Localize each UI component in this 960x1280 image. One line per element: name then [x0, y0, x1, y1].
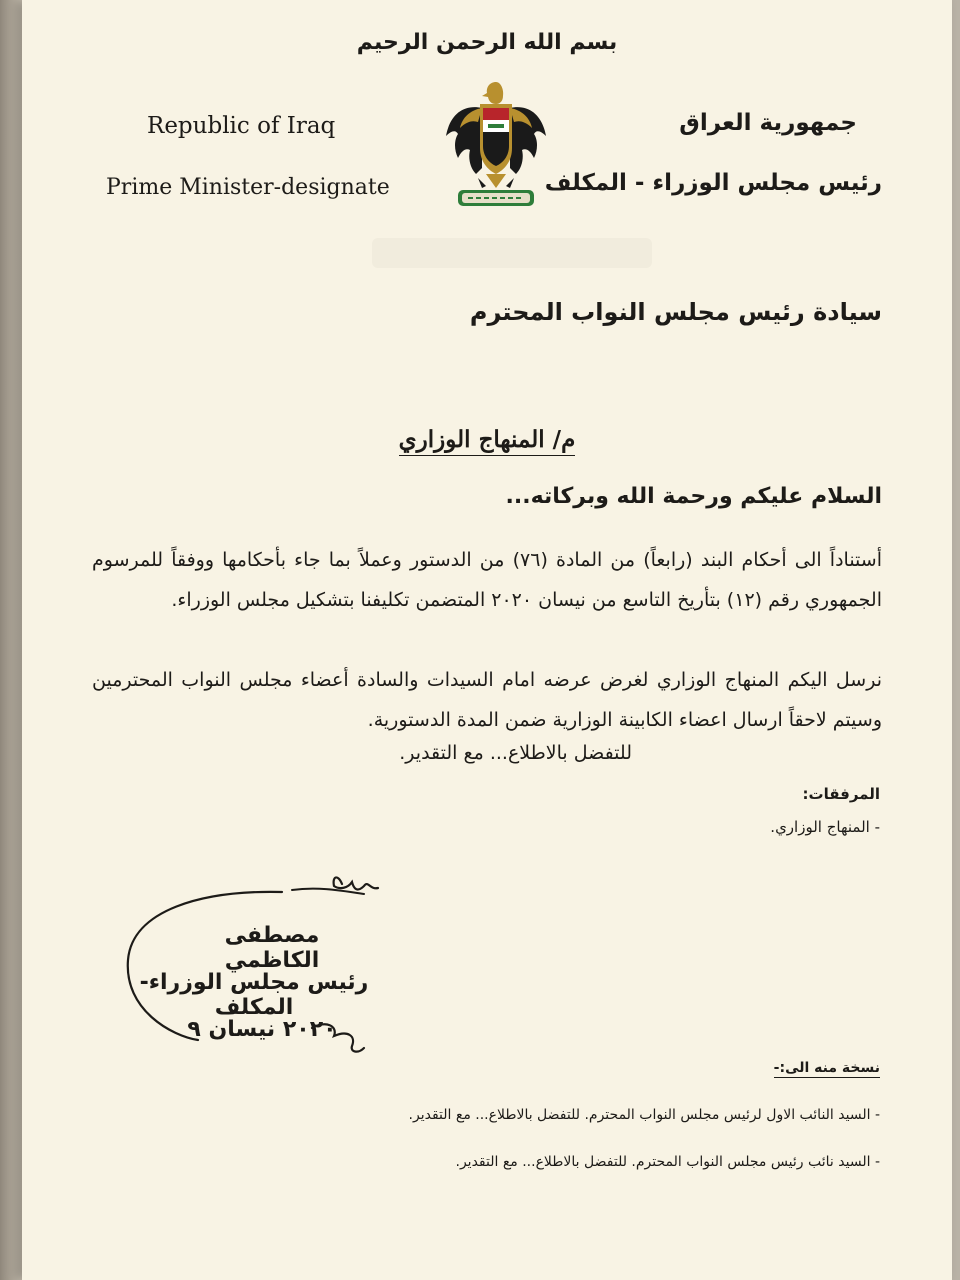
greeting: السلام عليكم ورحمة الله وبركاته... — [505, 484, 882, 509]
body-paragraph-2: نرسل اليكم المنهاج الوزاري لغرض عرضه امام السيدات والسادة أعضاء مجلس النواب المحترمين وسيتم لاحقاً ارسال اعضاء الكابينة الوزارية ضمن المدة الدستورية. — [92, 669, 882, 731]
header-office-ar: رئيس مجلس الوزراء - المكلف — [544, 170, 882, 196]
signatory-name: مصطفى الكاظمي — [224, 923, 320, 973]
signature-date: ٢٠٢٠ نيسان ٩ — [187, 1017, 337, 1042]
body-paragraph-1: أستناداً الى أحكام البند (رابعاً) من المادة (٧٦) من الدستور وعملاً بما جاء بأحكامها ووفقاً للمرسوم الجمهوري رقم (١٢) بتأريخ التاسع من نيسان ٢٠٢٠ المتضمن تكليفنا بتشكيل مجلس الوزراء. — [92, 549, 882, 611]
copy-recipient-2: - السيد نائب رئيس مجلس النواب المحترم. للتفضل بالاطلاع... مع التقدير. — [455, 1154, 880, 1170]
faint-bleed-through — [372, 238, 652, 268]
subject-line — [22, 426, 952, 453]
closing-line: للتفضل بالاطلاع... مع التقدير. — [399, 742, 632, 764]
basmala: بسم الله الرحمن الرحيم — [356, 30, 618, 55]
copy-recipient-1: - السيد النائب الاول لرئيس مجلس النواب المحترم. للتفضل بالاطلاع... مع التقدير. — [408, 1107, 880, 1123]
header-office-en: Prime Minister-designate — [106, 175, 390, 200]
binder-edge — [0, 0, 22, 1280]
attachments-title: المرفقات: — [802, 785, 880, 803]
copies-title: نسخة منه الى:- — [773, 1060, 880, 1076]
header-country-ar: جمهورية العراق — [679, 110, 857, 136]
attachment-item: - المنهاج الوزاري. — [770, 818, 880, 836]
letter-page — [22, 0, 952, 1280]
subject-text: م/ المنهاج الوزاري — [399, 426, 576, 456]
iraq-eagle-emblem-icon — [442, 78, 550, 214]
header-country-en: Republic of Iraq — [147, 113, 336, 139]
addressee: سيادة رئيس مجلس النواب المحترم — [469, 298, 882, 326]
signatory-title: رئيس مجلس الوزراء- المكلف — [139, 970, 369, 1020]
